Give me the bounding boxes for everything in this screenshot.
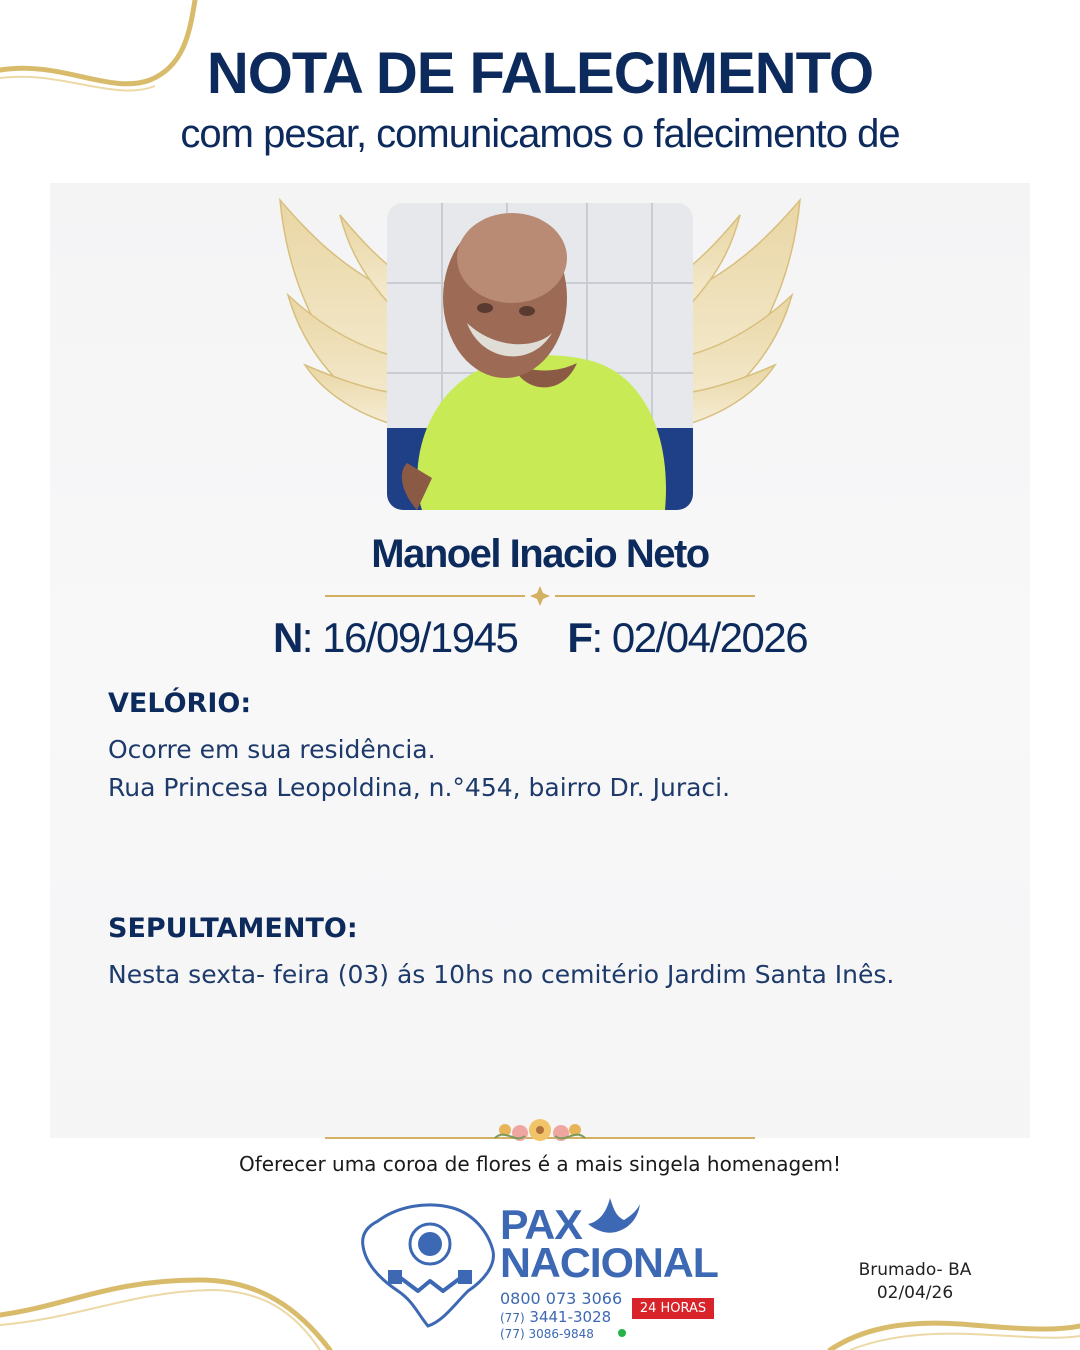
location-date: [840, 1259, 990, 1305]
brand-name-line-2: NACIONAL: [500, 1239, 718, 1286]
brand-name: [500, 1201, 718, 1286]
velorio-line-1: Ocorre em sua residência.: [108, 735, 436, 764]
sepultamento-title: SEPULTAMENTO:: [108, 913, 358, 944]
bottom-right-gold-swoosh: [820, 1300, 1080, 1350]
page-title: NOTA DE FALECIMENTO: [206, 41, 874, 106]
phone-whatsapp-ddd: (77): [500, 1327, 525, 1341]
velorio-title: VELÓRIO:: [108, 688, 252, 719]
deceased-name: Manoel Inacio Neto: [371, 532, 709, 576]
tagline: Oferecer uma coroa de flores é a mais singela homenagem!: [238, 1152, 842, 1176]
24-hours-badge: 24 HORAS: [632, 1298, 714, 1319]
city: Brumado- BA: [858, 1260, 972, 1280]
life-dates: N: 16/09/1945 F: 02/04/2026: [272, 614, 808, 661]
bottom-left-gold-swoosh: [0, 1270, 340, 1350]
birth-label: N: [272, 614, 302, 661]
brazil-map-logo-icon: [358, 1196, 496, 1328]
floral-divider-icon: [325, 1108, 755, 1158]
death-label: F: [567, 614, 592, 661]
post-date: 02/04/26: [876, 1283, 954, 1303]
death-date: 02/04/2026: [611, 614, 808, 661]
brand-name-line-1: PAX: [500, 1201, 582, 1248]
gold-divider: [325, 585, 755, 607]
deceased-photo: [387, 203, 693, 510]
sepultamento-line-1: Nesta sexta- feira (03) ás 10hs no cemitério Jardim Santa Inês.: [108, 960, 895, 989]
phone-tollfree: 0800 073 3066: [500, 1289, 623, 1308]
page-subtitle: com pesar, comunicamos o falecimento de: [180, 112, 900, 156]
phone-secondary-number: 3441-3028: [529, 1308, 612, 1326]
whatsapp-icon: [618, 1329, 626, 1337]
phone-secondary-ddd: (77): [500, 1311, 525, 1325]
phone-secondary: [500, 1308, 611, 1326]
phone-whatsapp-number: 3086-9848: [528, 1327, 594, 1341]
phone-whatsapp: [500, 1327, 594, 1341]
birth-date: 16/09/1945: [322, 614, 518, 661]
velorio-line-2: Rua Princesa Leopoldina, n.°454, bairro Dr. Juraci.: [108, 773, 731, 802]
